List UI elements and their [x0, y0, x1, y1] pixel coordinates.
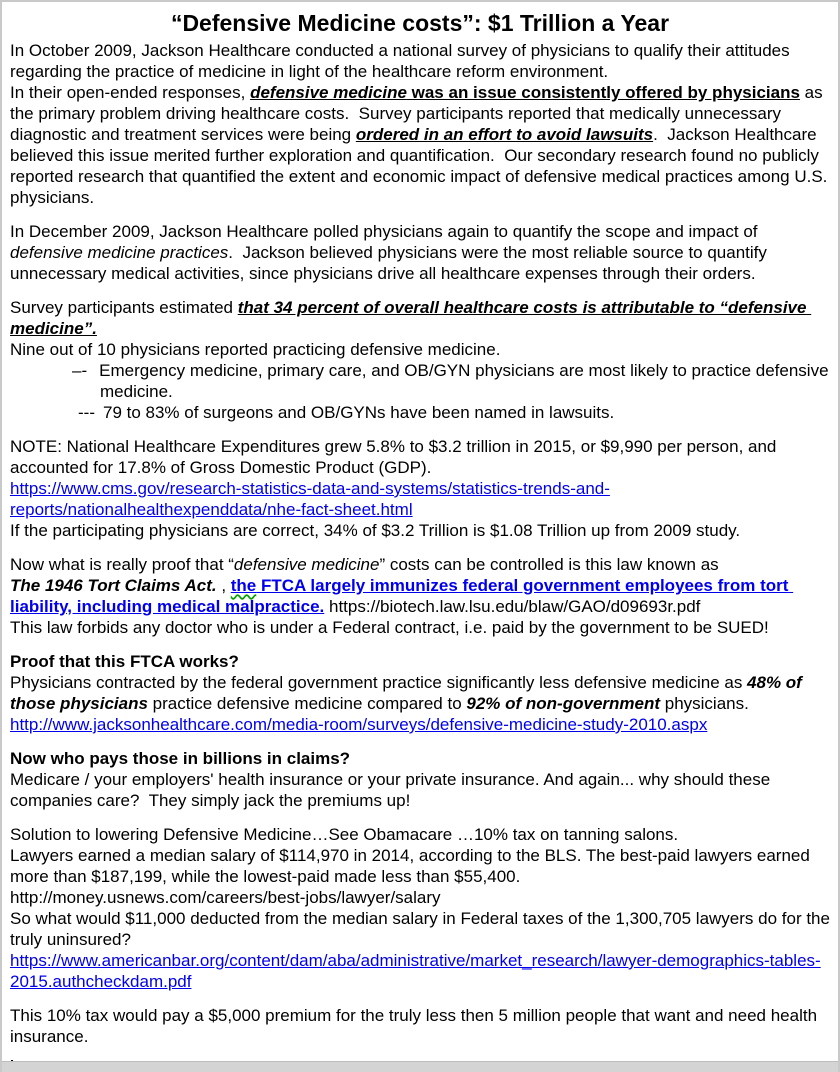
december-sentence-2: . Jackson believed physicians were the most reliable source to quantify unnecessary medical activities, since physicians drive all healthcare expenses through their orders.	[10, 243, 772, 283]
window-bottom-edge	[2, 1061, 840, 1072]
closing-text: This 10% tax would pay a $5,000 premium for the truly less then 5 million people that want and need health insurance.	[10, 1006, 822, 1046]
tort-comma: ,	[216, 576, 231, 595]
bullet-lawsuits-text: 79 to 83% of surgeons and OB/GYNs have been named in lawsuits.	[102, 403, 615, 422]
jacksonhealthcare-study-link[interactable]: http://www.jacksonhealthcare.com/media-room/surveys/defensive-medicine-study-2010.aspx	[10, 715, 708, 734]
who-pays-paragraph	[10, 748, 830, 811]
tort-claims-act-emphasis: The 1946 Tort Claims Act.	[10, 576, 217, 595]
note-calculation: If the participating physicians are correct, 34% of $3.2 Trillion is $1.08 Trillion up from 2009 study.	[10, 521, 741, 540]
federal-tax-question: So what would $11,000 deducted from the median salary in Federal taxes of the 1,300,705 lawyers do for the truly uninsured?	[10, 909, 835, 949]
document-title: “Defensive Medicine costs”: $1 Trillion a Year	[170, 10, 670, 36]
proof-paragraph	[10, 651, 830, 735]
tort-claims-paragraph	[10, 554, 830, 638]
defensive-medicine-quoted: defensive medicine	[233, 555, 380, 574]
december-sentence-1: In December 2009, Jackson Healthcare polled physicians again to quantify the scope and impact of	[10, 222, 763, 241]
closing-paragraph	[10, 1005, 830, 1047]
tort-lead: Now what is really proof that “	[10, 555, 234, 574]
solution-paragraph	[10, 824, 835, 992]
intro-sentence-4: . Jackson Healthcare believed this issue merited further exploration and quantification. Our secondary research found no publicly reported research that quantified the extent and economic impact of defensive medical practices among U.S. physicians.	[10, 125, 833, 207]
proof-sentence-1: Physicians contracted by the federal government practice significantly less defensive medicine as	[10, 673, 748, 692]
nine-of-ten-line: Nine out of 10 physicians reported practicing defensive medicine.	[10, 340, 501, 359]
bullet-dash-icon: –-	[72, 361, 88, 380]
proof-heading: Proof that this FTCA works?	[10, 652, 239, 671]
bullet-specialties	[10, 360, 834, 402]
who-pays-heading: Now who pays those in billions in claims?	[10, 749, 351, 768]
bullet-lawsuits	[10, 402, 830, 423]
defensive-practices-italic: defensive medicine practices	[10, 243, 229, 262]
survey-findings-paragraph	[10, 297, 834, 423]
proof-sentence-3: physicians.	[660, 694, 749, 713]
tort-conclusion: This law forbids any doctor who is under a Federal contract, i.e. paid by the government to be SUED!	[10, 618, 769, 637]
intro-sentence-2: In their open-ended responses,	[10, 83, 251, 102]
usnews-url-text: http://money.usnews.com/careers/best-jobs/lawyer/salary	[10, 888, 441, 907]
survey-estimate-lead: Survey participants estimated	[10, 298, 238, 317]
cms-nhe-link[interactable]: https://www.cms.gov/research-statistics-data-and-systems/statistics-trends-and-reports/nationalhealthexpenddata/nhe-fact-sheet.html	[10, 479, 610, 519]
biotech-url-text: https://biotech.law.lsu.edu/blaw/GAO/d09693r.pdf	[324, 597, 701, 616]
issue-offered-emphasis: was an issue consistently offered by physicians	[406, 83, 800, 102]
december-poll-paragraph	[10, 221, 830, 284]
proof-sentence-2: practice defensive medicine compared to	[147, 694, 467, 713]
bullet-specialties-text: Emergency medicine, primary care, and OB/GYN physicians are most likely to practice defensive medicine.	[99, 361, 834, 401]
who-pays-text: Medicare / your employers' health insurance or your private insurance. And again... why should these companies care? They simply jack the premiums up!	[10, 770, 775, 810]
intro-sentence-1: In October 2009, Jackson Healthcare conducted a national survey of physicians to qualify their attitudes regarding the practice of medicine in light of the healthcare reform environment.	[10, 41, 795, 81]
intro-sentence-3: as the primary problem driving healthcare costs. Survey participants reported that medically unnecessary diagnostic and treatment services were being	[10, 83, 828, 144]
note-sentence: NOTE: National Healthcare Expenditures grew 5.8% to $3.2 trillion in 2015, or $9,990 per person, and accounted for 17.8% of Gross Domestic Product (GDP).	[10, 437, 782, 477]
note-paragraph	[10, 436, 830, 541]
spellcheck-squiggle: the	[230, 576, 257, 595]
bullet-dash-icon: ---	[78, 403, 95, 422]
avoid-lawsuits-emphasis: ordered in an effort to avoid lawsuits	[355, 125, 654, 144]
intro-paragraph	[10, 40, 833, 208]
defensive-medicine-emphasis: defensive medicine	[250, 83, 407, 102]
thirtyfour-percent-emphasis: that 34 percent of overall healthcare costs is attributable to “defensive medicine”.	[10, 298, 812, 338]
americanbar-demographics-link[interactable]: https://www.americanbar.org/content/dam/aba/administrative/market_research/lawyer-demographics-tables-2015.authcheckdam.pdf	[10, 951, 821, 991]
fortyeight-percent-emphasis: 48% of those physicians	[10, 673, 807, 713]
ftca-immunity-link-text: FTCA largely immunizes federal government employees from tort liability, including medical malpractice.	[10, 576, 794, 616]
tort-lead-2: ” costs can be controlled is this law known as	[379, 555, 724, 574]
solution-line: Solution to lowering Defensive Medicine…See Obamacare …10% tax on tanning salons.	[10, 825, 679, 844]
lawyer-salary-line: Lawyers earned a median salary of $114,970 in 2014, according to the BLS. The best-paid lawyers earned more than $187,199, while the lowest-paid made less than $55,400.	[10, 846, 815, 886]
ninetytwo-percent-emphasis: 92% of non-government	[466, 694, 661, 713]
